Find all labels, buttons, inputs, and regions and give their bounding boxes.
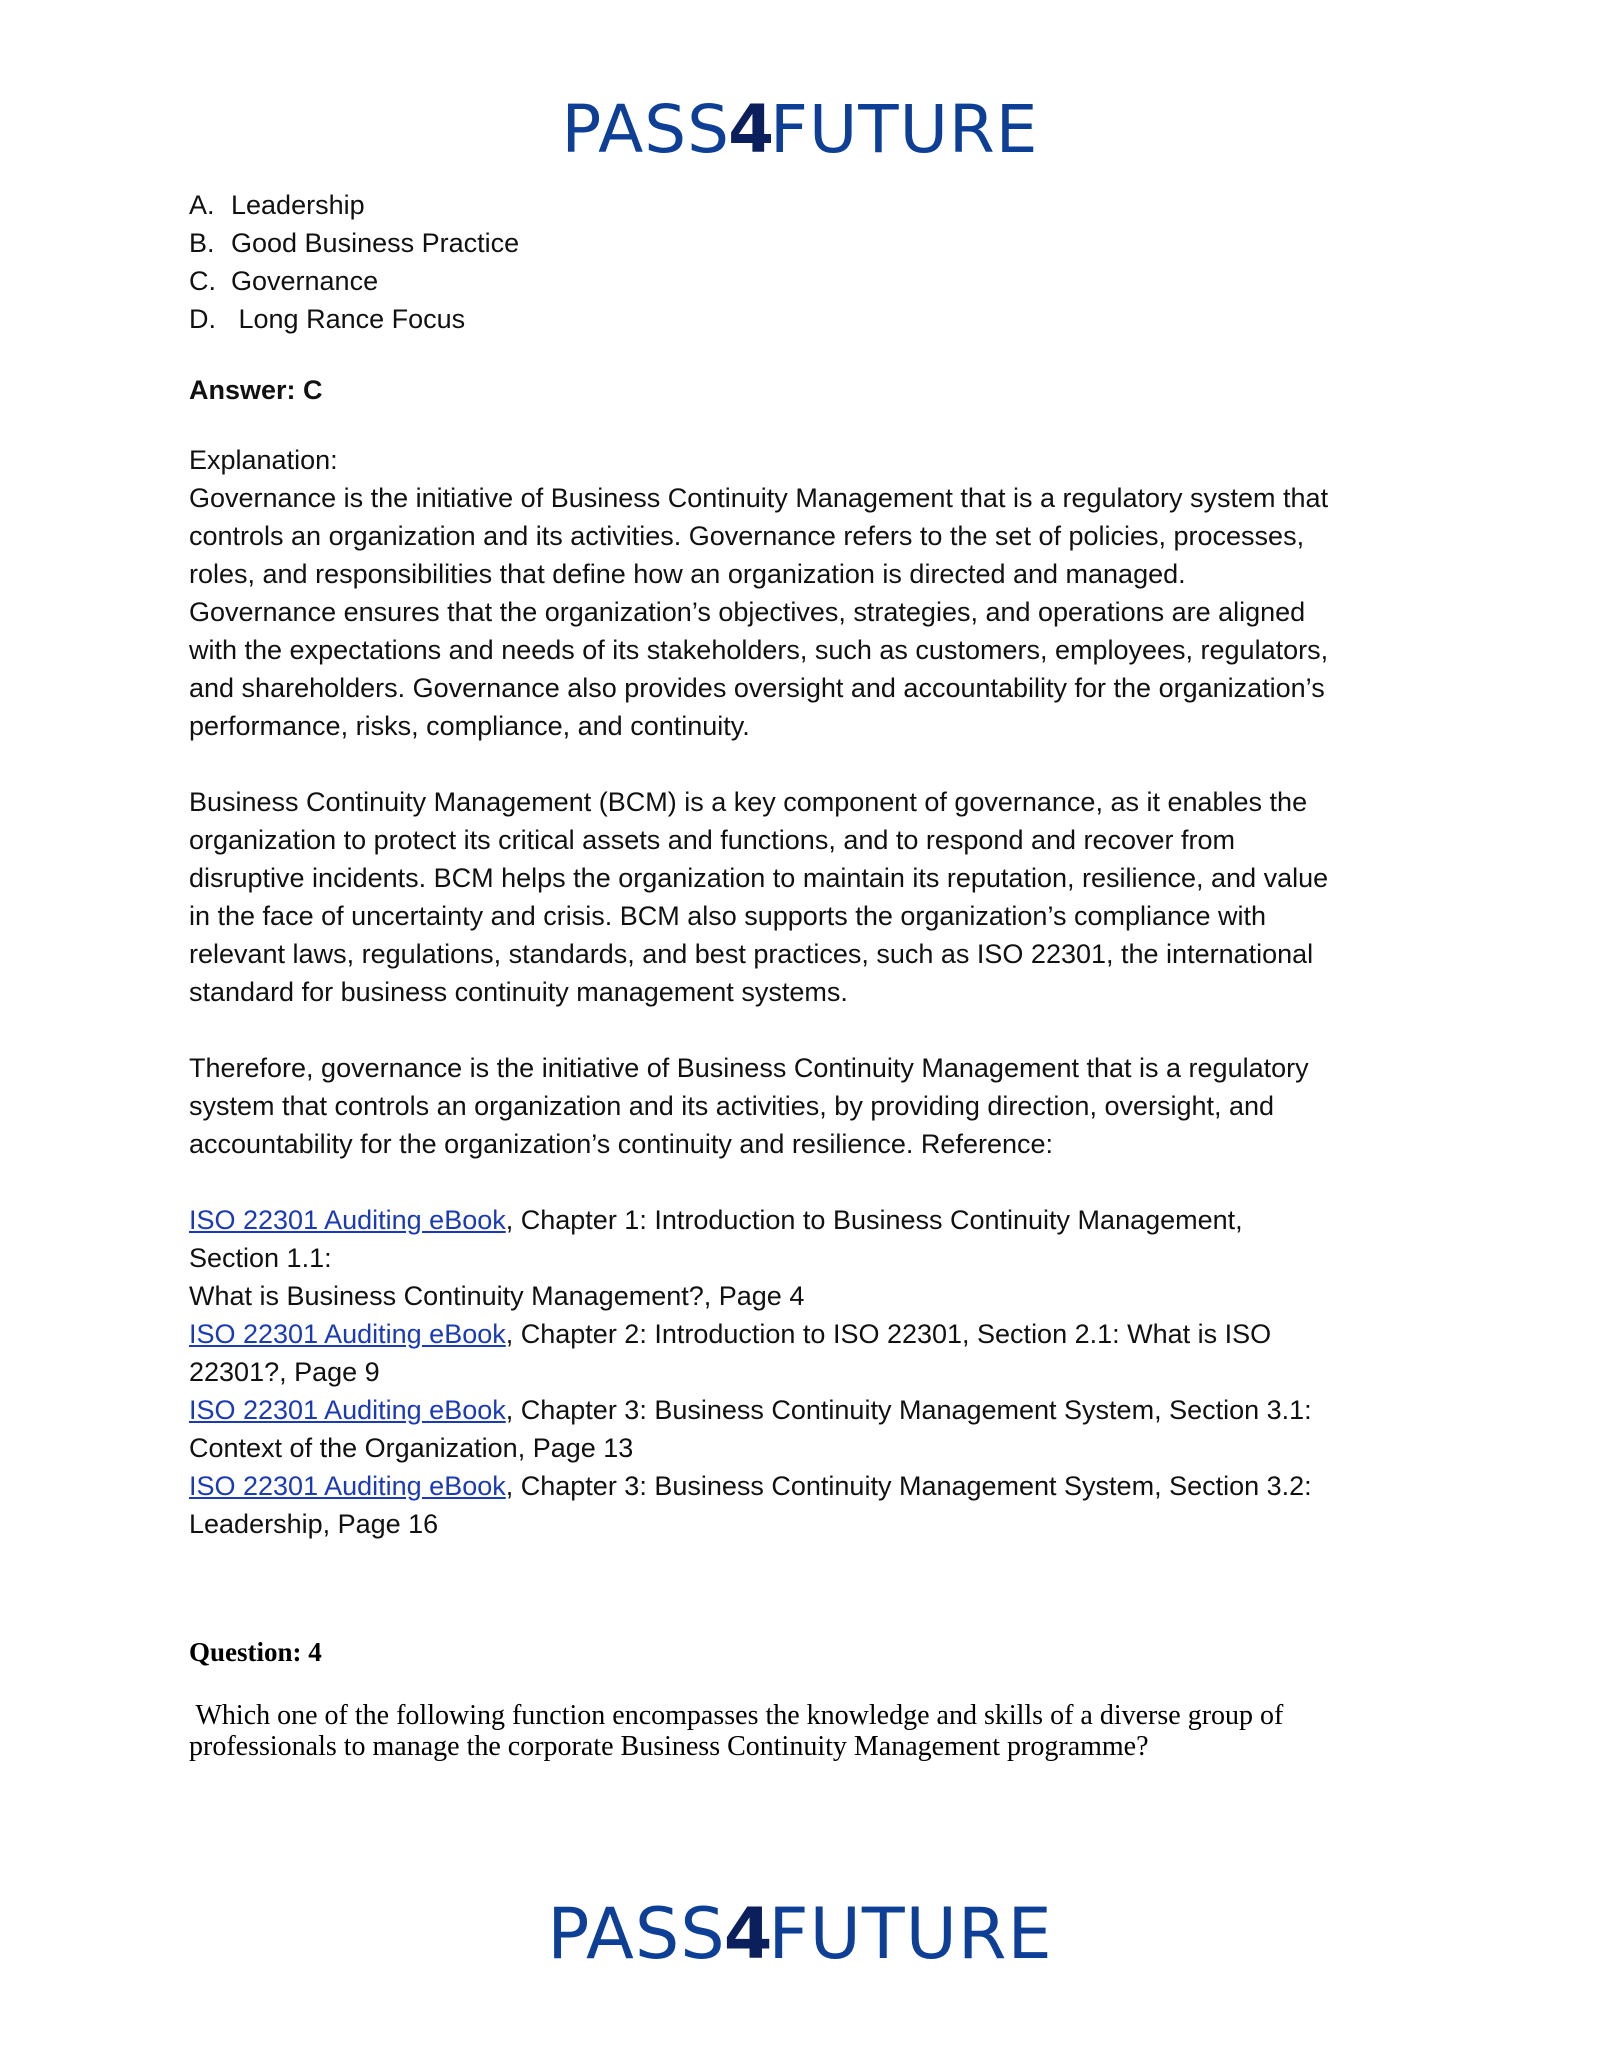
reference-text: , Chapter 3: Business Continuity Management System, Section 3.2: <box>505 1471 1312 1501</box>
question-title: Question: 4 <box>189 1637 322 1667</box>
option-b <box>189 224 519 262</box>
explanation-p2-line: disruptive incidents. BCM helps the organization to maintain its reputation, resilience, and value <box>189 863 1329 893</box>
reference-link[interactable]: ISO 22301 Auditing eBook <box>189 1395 506 1425</box>
option-text: Long Rance Focus <box>231 304 466 334</box>
question-text-line: Which one of the following function encompasses the knowledge and skills of a diverse group of <box>189 1700 1284 1731</box>
reference-2-continuation: 22301?, Page 9 <box>189 1357 380 1387</box>
option-a <box>189 186 365 224</box>
explanation-p1-line: controls an organization and its activities. Governance refers to the set of policies, processes, <box>189 521 1305 551</box>
logo-text-future: FUTURE <box>770 91 1039 168</box>
reference-text: , Chapter 2: Introduction to ISO 22301, Section 2.1: What is ISO <box>505 1319 1272 1349</box>
footer-logo <box>0 1892 1600 1976</box>
option-letter: B. <box>189 228 215 258</box>
option-text: Good Business Practice <box>231 228 520 258</box>
logo-text-pass: PASS <box>561 91 731 168</box>
reference-1-continuation: What is Business Continuity Management?, Page 4 <box>189 1281 805 1311</box>
explanation-p2-line: standard for business continuity management systems. <box>189 977 848 1007</box>
header-logo <box>0 90 1600 170</box>
option-letter: D. <box>189 304 216 334</box>
explanation-p2-line: organization to protect its critical assets and functions, and to respond and recover from <box>189 825 1236 855</box>
option-c <box>189 262 378 300</box>
option-text: Governance <box>231 266 379 296</box>
explanation-p1-line: Governance is the initiative of Business Continuity Management that is a regulatory system that <box>189 483 1329 513</box>
logo-text-pass: PASS <box>547 1893 726 1975</box>
logo-text-future: FUTURE <box>768 1893 1053 1975</box>
reference-1-continuation: Section 1.1: <box>189 1243 332 1273</box>
explanation-p3-line: accountability for the organization’s continuity and resilience. Reference: <box>189 1129 1053 1159</box>
question-text-line: professionals to manage the corporate Business Continuity Management programme? <box>189 1731 1149 1762</box>
explanation-p2-line: in the face of uncertainty and crisis. BCM also supports the organization’s compliance with <box>189 901 1267 931</box>
explanation-p1-line: roles, and responsibilities that define how an organization is directed and managed. <box>189 559 1186 589</box>
logo-text-four: 4 <box>723 1893 771 1975</box>
reference-2 <box>189 1315 1271 1353</box>
reference-text: , Chapter 1: Introduction to Business Continuity Management, <box>505 1205 1243 1235</box>
logo-text-four: 4 <box>728 91 772 168</box>
reference-1 <box>189 1201 1243 1239</box>
explanation-p1-line: and shareholders. Governance also provides oversight and accountability for the organization’s <box>189 673 1325 703</box>
option-text: Leadership <box>231 190 365 220</box>
reference-link[interactable]: ISO 22301 Auditing eBook <box>189 1471 506 1501</box>
reference-4 <box>189 1467 1312 1505</box>
reference-text: , Chapter 3: Business Continuity Management System, Section 3.1: <box>505 1395 1312 1425</box>
reference-link[interactable]: ISO 22301 Auditing eBook <box>189 1205 506 1235</box>
option-letter: C. <box>189 266 216 296</box>
option-letter: A. <box>189 190 215 220</box>
explanation-p3-line: Therefore, governance is the initiative of Business Continuity Management that is a regulatory <box>189 1053 1309 1083</box>
explanation-p2-line: relevant laws, regulations, standards, and best practices, such as ISO 22301, the international <box>189 939 1314 969</box>
reference-3 <box>189 1391 1312 1429</box>
answer-label: Answer: C <box>189 375 323 405</box>
explanation-p1-line: performance, risks, compliance, and continuity. <box>189 711 750 741</box>
reference-link[interactable]: ISO 22301 Auditing eBook <box>189 1319 506 1349</box>
option-d <box>189 300 465 338</box>
explanation-p3-line: system that controls an organization and its activities, by providing direction, oversight, and <box>189 1091 1275 1121</box>
explanation-p1-line: with the expectations and needs of its stakeholders, such as customers, employees, regulators, <box>189 635 1329 665</box>
explanation-p2-line: Business Continuity Management (BCM) is a key component of governance, as it enables the <box>189 787 1308 817</box>
explanation-label: Explanation: <box>189 445 338 475</box>
explanation-p1-line: Governance ensures that the organization’s objectives, strategies, and operations are aligned <box>189 597 1306 627</box>
reference-4-continuation: Leadership, Page 16 <box>189 1509 439 1539</box>
reference-3-continuation: Context of the Organization, Page 13 <box>189 1433 634 1463</box>
